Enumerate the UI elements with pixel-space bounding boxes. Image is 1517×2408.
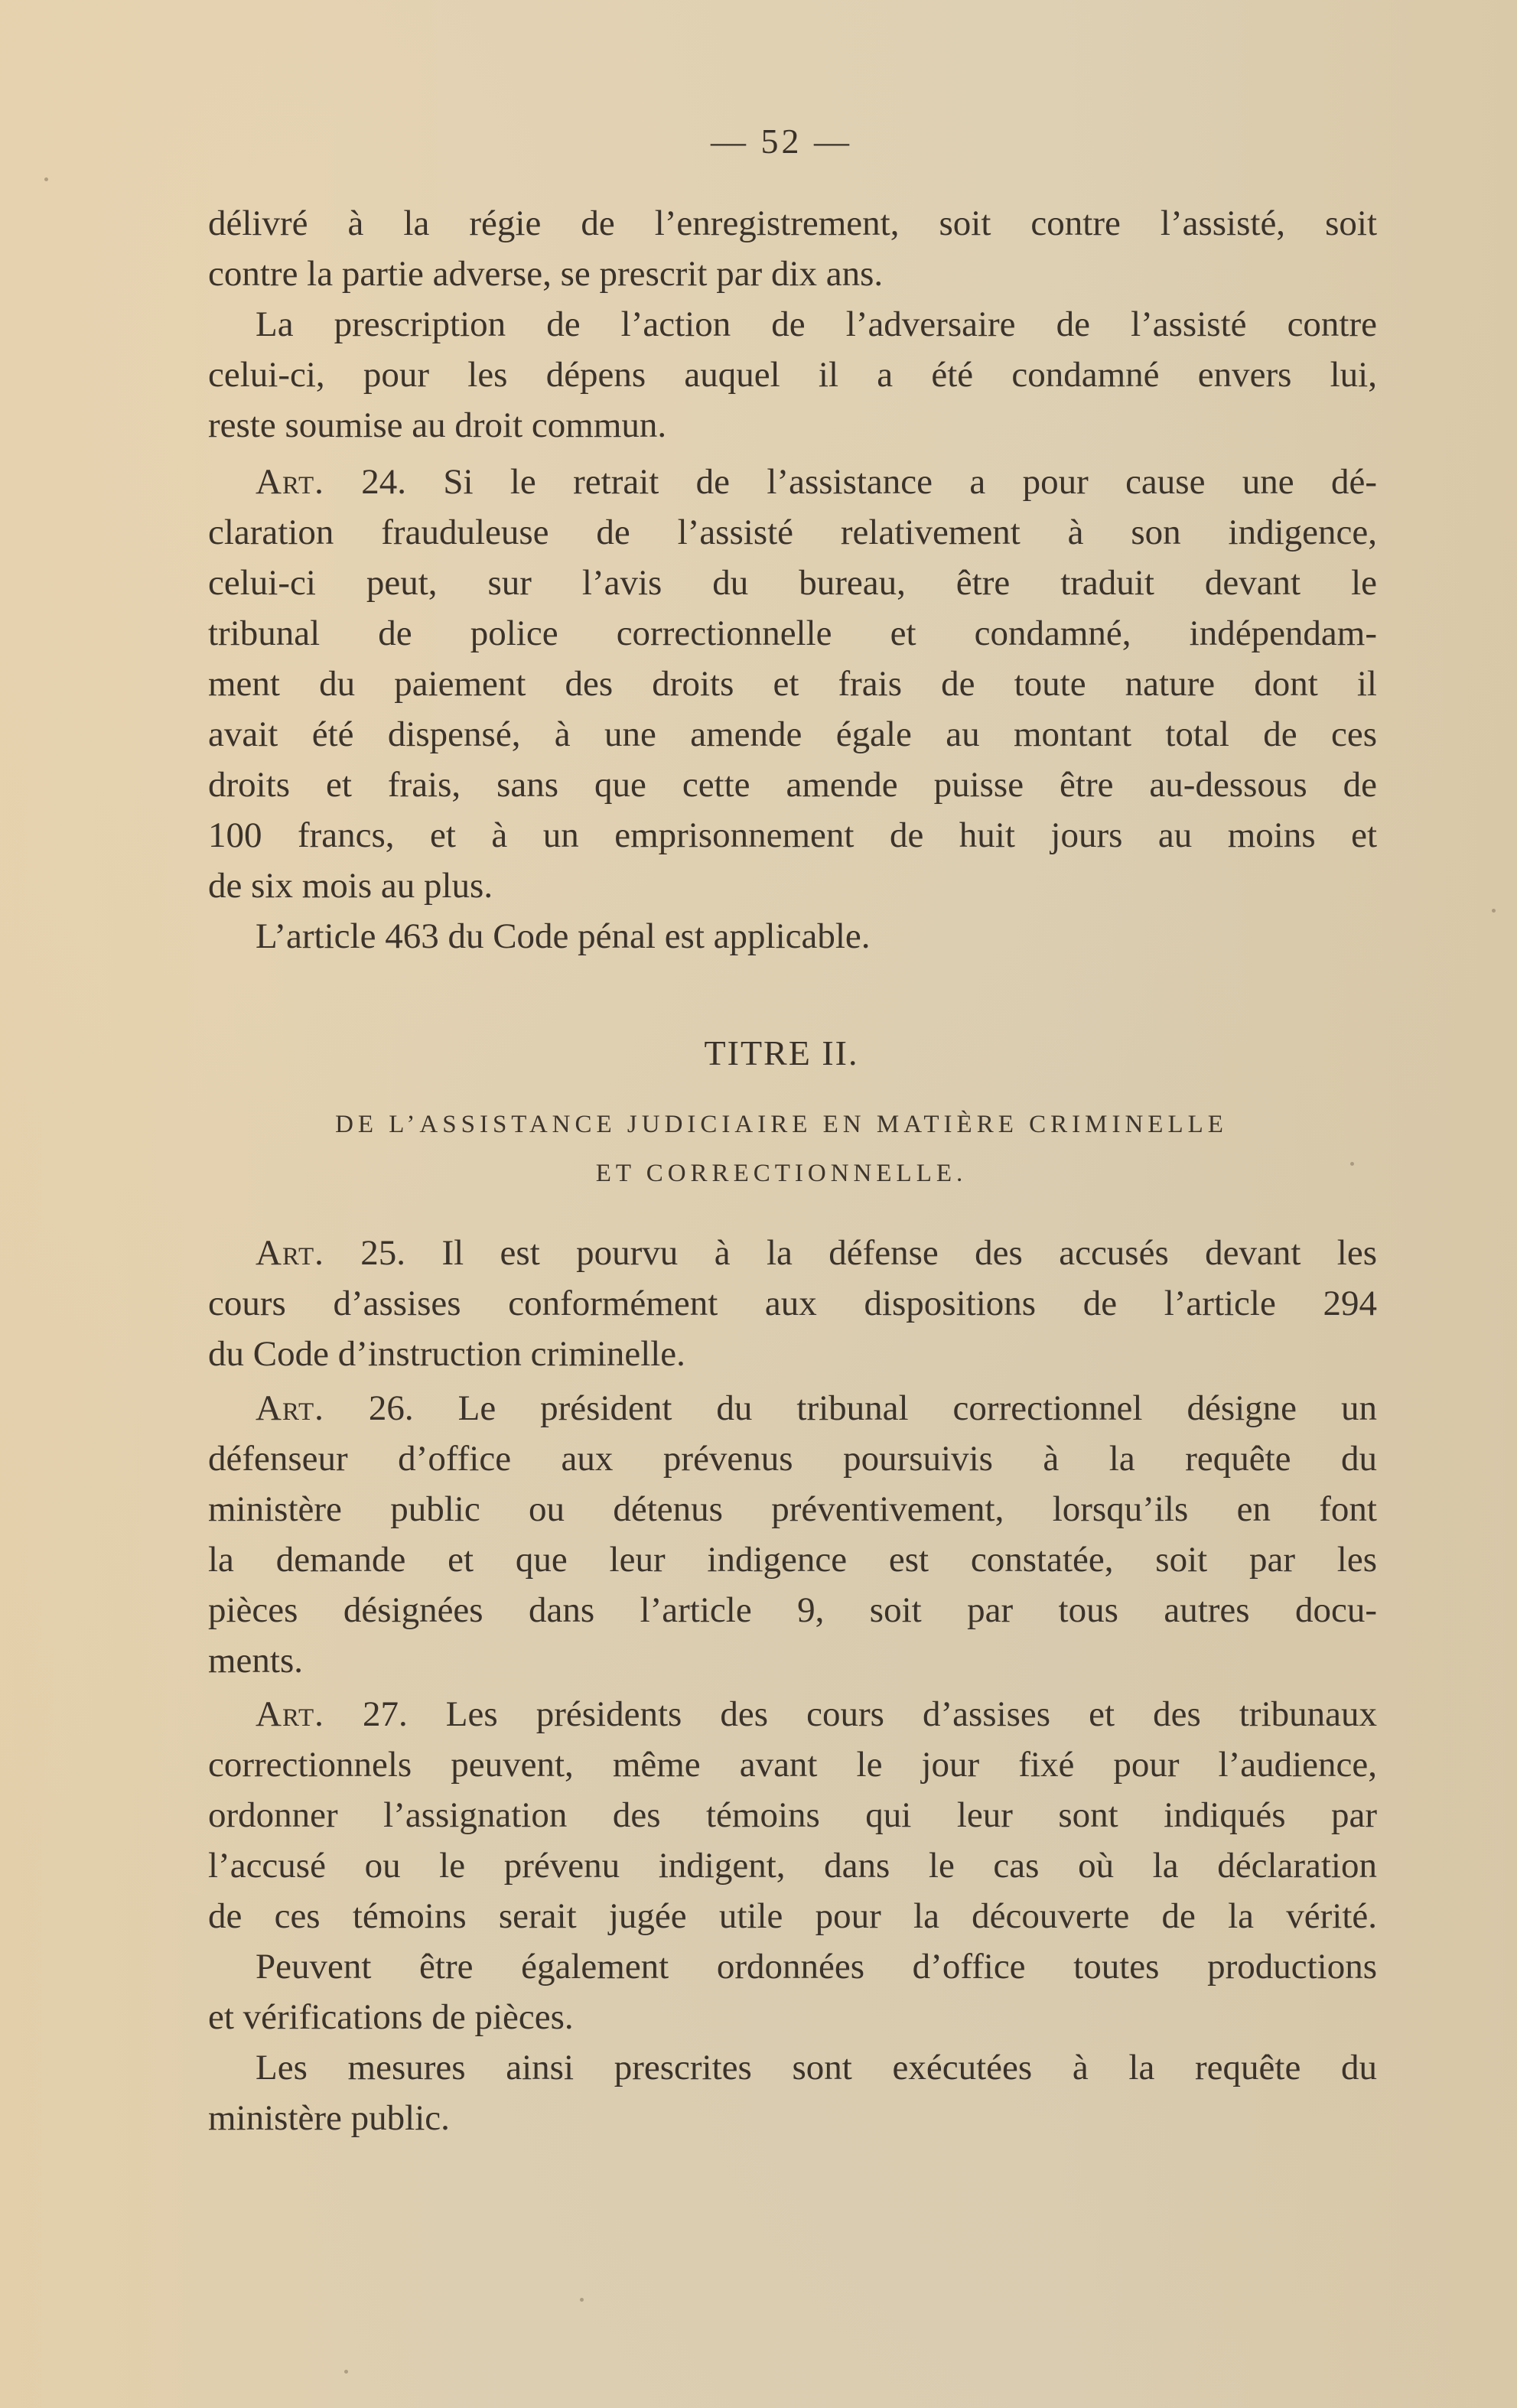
article-number: 24. [361, 462, 406, 502]
article-first-line [208, 457, 1377, 507]
text-line: de six mois au plus. [208, 866, 493, 906]
article-26 [208, 1383, 1377, 1686]
paper-speck [1492, 909, 1496, 913]
title-heading: TITRE II. [704, 1033, 859, 1072]
article-number: 26. [368, 1388, 414, 1428]
text-line: celui-ci, pour les dépens auquel il a été condamné envers lui, [208, 355, 1377, 395]
article-label: Art. [256, 1694, 324, 1734]
paper-speck [580, 2298, 584, 2302]
page-number: — 52 — [711, 122, 852, 161]
text-line: La prescription de l’action de l’adversaire de l’assisté contre [256, 304, 1377, 344]
text-line: tribunal de police correctionnelle et condamné, indépendam- [208, 613, 1377, 653]
article-24 [208, 457, 1377, 962]
paper-speck [344, 2370, 348, 2374]
section-continuation [208, 198, 1377, 451]
article-first-line [208, 1689, 1377, 1739]
article-first-line [208, 1383, 1377, 1433]
text-line: claration frauduleuse de l’assisté relativement à son indigence, [208, 513, 1377, 552]
text-line: et vérifications de pièces. [208, 1997, 574, 2037]
article-27 [208, 1689, 1377, 2143]
text-line: droits et frais, sans que cette amende puisse être au-dessous de [208, 765, 1377, 805]
text-line: celui-ci peut, sur l’avis du bureau, être traduit devant le [208, 563, 1377, 603]
paper-speck [44, 177, 48, 181]
article-25 [208, 1228, 1377, 1379]
text-line: Les mesures ainsi prescrites sont exécutées à la requête du [256, 2048, 1377, 2087]
text-line: Peuvent être également ordonnées d’office toutes productions [256, 1947, 1377, 1987]
text-line: du Code d’instruction criminelle. [208, 1334, 685, 1374]
article-text: Il est pourvu à la défense des accusés devant les [441, 1233, 1378, 1273]
text-line: l’accusé ou le prévenu indigent, dans le cas où la déclaration [208, 1846, 1377, 1886]
text-line: délivré à la régie de l’enregistrement, soit contre l’assisté, soit [208, 203, 1377, 243]
text-line: correctionnels peuvent, même avant le jour fixé pour l’audience, [208, 1745, 1377, 1785]
text-line: reste soumise au droit commun. [208, 405, 667, 445]
text-line: ordonner l’assignation des témoins qui leur sont indiqués par [208, 1795, 1377, 1835]
text-line: défenseur d’office aux prévenus poursuivis à la requête du [208, 1439, 1377, 1479]
text-line: de ces témoins serait jugée utile pour la découverte de la vérité. [208, 1896, 1377, 1936]
article-number: 25. [360, 1233, 406, 1273]
paper-speck [1350, 1162, 1354, 1166]
article-label: Art. [256, 1233, 324, 1273]
text-line: avait été dispensé, à une amende égale au montant total de ces [208, 714, 1377, 754]
text-line: pièces désignées dans l’article 9, soit par tous autres docu- [208, 1590, 1377, 1630]
text-line: ministère public. [208, 2098, 450, 2138]
article-number: 27. [362, 1694, 408, 1734]
title-subtitle-line-2: ET CORRECTIONNELLE. [595, 1160, 968, 1187]
article-text: Les présidents des cours d’assises et des tribunaux [445, 1694, 1377, 1734]
article-label: Art. [256, 462, 324, 502]
text-line: ministère public ou détenus préventivement, lorsqu’ils en font [208, 1489, 1377, 1529]
text-line: 100 francs, et à un emprisonnement de huit jours au moins et [208, 815, 1377, 855]
title-subtitle-line-1: DE L’ASSISTANCE JUDICIAIRE EN MATIÈRE CRIMINELLE [335, 1111, 1228, 1138]
text-line: ments. [208, 1641, 304, 1681]
text-line: ment du paiement des droits et frais de toute nature dont il [208, 664, 1377, 704]
article-text: Le président du tribunal correctionnel désigne un [457, 1388, 1378, 1428]
text-line: cours d’assises conformément aux dispositions de l’article 294 [208, 1284, 1377, 1323]
text-line: la demande et que leur indigence est constatée, soit par les [208, 1540, 1377, 1580]
text-line: L’article 463 du Code pénal est applicable. [256, 916, 871, 956]
text-line: contre la partie adverse, se prescrit par dix ans. [208, 254, 884, 294]
article-text: Si le retrait de l’assistance a pour cause une dé- [443, 462, 1377, 502]
article-first-line [208, 1228, 1377, 1278]
article-label: Art. [256, 1388, 324, 1428]
